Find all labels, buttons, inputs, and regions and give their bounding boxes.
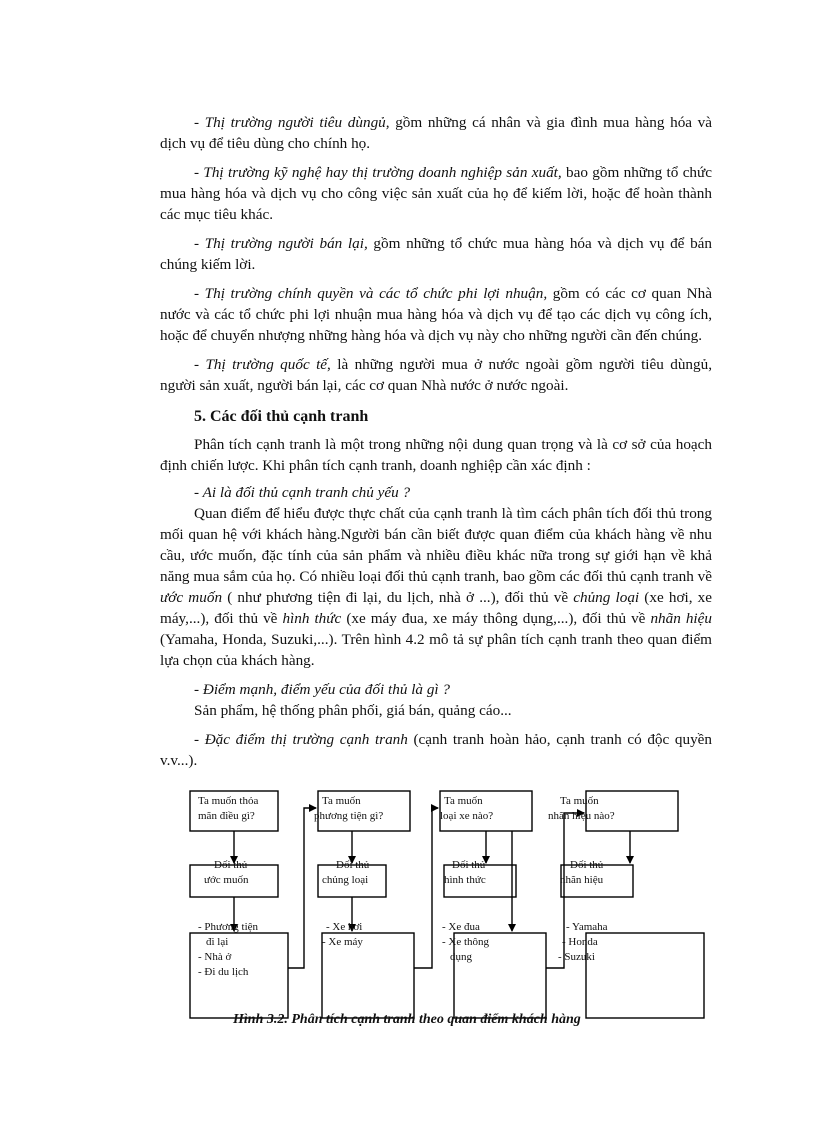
competitor-4-line-1: Đối thủ xyxy=(570,859,604,871)
question-strengths-weaknesses: - Điểm mạnh, điểm yếu của đối thủ là gì ? xyxy=(194,681,451,698)
paragraph-competitor-analysis: Quan điểm để hiểu được thực chất của cạnh tranh là tìm cách phân tích đối thủ trong mối quan hệ với khách hàng.Người bán cần biết được quan điểm của khách hàng về nhu cầu, ước muốn, đặc tính của sản phẩm và nhiều điều khác nữa trong sự giới hạn về khả năng mua sắm của họ. Có nhiều loại đối thủ cạnh tranh, bao gồm các đối thủ cạnh tranh về ước muốn ( như phương tiện đi lại, du lịch, nhà ở ...), đối thủ về chủng loại (xe hơi, xe máy,...), đối thủ về hình thức (xe máy đua, xe máy thông dụng,...), đối thủ về nhãn hiệu (Yamaha, Honda, Suzuki,...). Trên hình 4.2 mô tả sự phân tích cạnh tranh theo quan điểm lựa chọn của khách hàng. xyxy=(160,505,712,669)
items-1-line-4: - Đi du lịch xyxy=(198,966,249,978)
items-4-line-2: - Honda xyxy=(562,936,598,948)
items-4-line-3: - Suzuki xyxy=(558,951,595,963)
paragraph-international-market: - Thị trường quốc tế, là những người mua ở nước ngoài gồm người tiêu dùngủ, người sản xuất, người bán lại, các cơ quan Nhà nước ở nước ngoài. xyxy=(160,356,713,394)
question-3-line-1: Ta muốn xyxy=(444,795,483,807)
question-main-competitor: - Ai là đối thủ cạnh tranh chủ yếu ? xyxy=(194,484,411,501)
question-2-line-1: Ta muốn xyxy=(322,795,361,807)
items-3-line-1: - Xe đua xyxy=(442,921,480,933)
items-1-line-1: - Phương tiện xyxy=(198,921,259,933)
question-2-line-2: phương tiện gì? xyxy=(314,810,384,822)
paragraph-industrial-market: - Thị trường kỹ nghệ hay thị trường doanh nghiệp sản xuất, bao gồm những tổ chức mua hàng hóa và dịch vụ cho công việc sản xuất của họ để kiếm lời, hoặc để hoàn thành các mục tiêu khác. xyxy=(160,164,712,223)
figure-caption: Hình 3.2. Phân tích cạnh tranh theo quan điểm khách hàng xyxy=(233,1012,581,1027)
section-intro: Phân tích cạnh tranh là một trong những nội dung quan trọng và là cơ sở của hoạch định chiến lược. Khi phân tích cạnh tranh, doanh nghiệp cần xác định : xyxy=(160,436,712,474)
question-3-line-2: loại xe nào? xyxy=(440,810,494,822)
paragraph-strengths-answer: Sản phẩm, hệ thống phân phối, giá bán, quảng cáo... xyxy=(194,702,512,719)
items-3-line-3: dụng xyxy=(450,951,472,963)
paragraph-consumer-market: - Thị trường người tiêu dùngủ, gồm những cá nhân và gia đình mua hàng hóa và dịch vụ để tiêu dùng cho chính họ. xyxy=(160,114,713,152)
competitor-3-line-2: hình thức xyxy=(444,874,486,886)
question-1-line-1: Ta muốn thỏa xyxy=(198,795,259,807)
items-1-line-2: đi lại xyxy=(206,936,229,948)
items-2-line-2: - Xe máy xyxy=(322,936,363,948)
question-4-line-1: Ta muốn xyxy=(560,795,599,807)
items-3-line-2: - Xe thông xyxy=(442,936,490,948)
competitor-2-line-1: Đối thủ xyxy=(336,859,370,871)
items-1-line-3: - Nhà ở xyxy=(198,951,232,963)
paragraph-reseller-market: - Thị trường người bán lại, gồm những tổ chức mua hàng hóa và dịch vụ để bán chúng kiếm lời. xyxy=(160,235,712,273)
competitor-1-line-1: Đối thủ xyxy=(214,859,248,871)
diagram-lines xyxy=(188,788,708,1028)
competitor-2-line-2: chủng loại xyxy=(322,874,369,886)
connector-2-3 xyxy=(414,808,438,968)
paragraph-government-market: - Thị trường chính quyền và các tổ chức phi lợi nhuận, gồm có các cơ quan Nhà nước và các tổ chức phi lợi nhuận mua hàng hóa và dịch vụ để tạo các dịch vụ công ích, hoặc để chuyển nhượng những hàng hóa và dịch vụ này cho những người cần đến chúng. xyxy=(160,285,712,344)
question-4-line-2: nhãn hiệu nào? xyxy=(548,810,615,822)
competition-diagram xyxy=(188,788,708,1028)
connector-1-2 xyxy=(288,808,316,968)
competitor-1-line-2: ước muốn xyxy=(204,874,249,886)
competitor-4-line-2: nhãn hiệu xyxy=(560,874,604,886)
question-1-line-2: mãn điều gì? xyxy=(198,810,255,822)
items-2-line-1: - Xe hơi xyxy=(326,921,363,933)
items-4-line-1: - Yamaha xyxy=(566,921,608,933)
box-items-4 xyxy=(586,933,704,1018)
section-heading: 5. Các đối thủ cạnh tranh xyxy=(194,408,369,425)
paragraph-market-characteristics: - Đặc điểm thị trường cạnh tranh (cạnh tranh hoàn hảo, cạnh tranh có độc quyền v.v...). xyxy=(160,731,712,769)
document-body xyxy=(160,112,712,779)
competitor-3-line-1: Đối thủ xyxy=(452,859,486,871)
